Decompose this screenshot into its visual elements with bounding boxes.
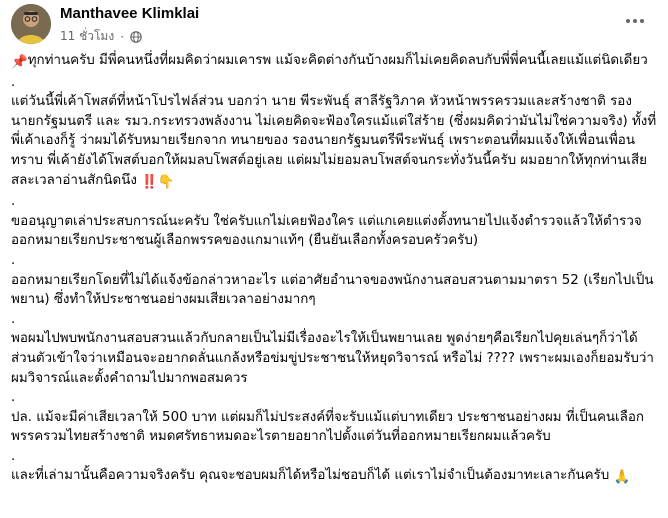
- spacer-dot: .: [11, 448, 16, 464]
- double-exclamation-icon: ‼️: [141, 174, 158, 190]
- pin-icon: 📌: [11, 55, 28, 70]
- post-header: [11, 4, 657, 46]
- paragraph-7: และที่เล่ามานั้นคือความจริงครับ คุณจะชอบผมก็ได้หรือไม่ชอบก็ได้ แต่เราไม่จำเป็นต้องมาทะเลาะกันครับ 🙏: [11, 466, 657, 488]
- avatar-image: [11, 4, 51, 44]
- more-options-icon[interactable]: [621, 10, 649, 32]
- post-meta: [60, 27, 142, 46]
- spacer-dot: .: [11, 311, 16, 327]
- post-body: [11, 51, 657, 488]
- pray-icon: 🙏: [613, 470, 631, 486]
- globe-icon[interactable]: [130, 31, 142, 43]
- spacer-dot: .: [11, 390, 16, 406]
- point-down-icon: 👇: [157, 174, 175, 190]
- spacer-dot: .: [11, 194, 16, 210]
- paragraph-4: ออกหมายเรียกโดยที่ไม่ได้แจ้งข้อกล่าวหาอะไร แต่อาศัยอำนาจของพนักงานสอบสวนตามมาตรา 52 (เรียกไปเป็นพยาน) ซึ่งทำให้ประชาชนอย่างผมเสียเวลาอย่างมากๆ: [11, 272, 654, 308]
- paragraph-2: แต่วันนี้พี่เค้าโพสต์ที่หน้าโปรไฟล์ส่วน บอกว่า นาย พีระพันธุ์ สาลีรัฐวิภาค หัวหน้าพรรครวมและสร้างชาติ รองนายกรัฐมนตรี และ รมว.กระทรวงพลังงาน ไม่เคยคิดจะฟ้องใครแม้แต่ใส่ร้าย (ซึ่งผมคิดว่ามันไม่ใช่ความจริง) ทั้งที่พี่เค้าเองก็รู้ ว่าผมได้รับหมายเรียกจาก ทนายของ รองนายกรัฐมนตรีพีระพันธุ์ เพราะตอนที่ผมแจ้งให้เพื่อนเพื่อนทราบ พี่เค้ายังได้โพสต์บอกให้ผมลบโพสต์อยู่เลย แต่ผมไม่ยอมลบโพสต์จนกระทั่งวันนี้ครับ ผมอยากให้ทุกท่านเสียสละเวลาอ่านสักนิดนึง ‼️👇: [11, 92, 657, 192]
- paragraph-3: ขออนุญาตเล่าประสบการณ์นะครับ ใช่ครับแกไม่เคยฟ้องใคร แต่แกเคยแต่งตั้งทนายไปแจ้งตำรวจแล้วให้ตำรวจออกหมายเรียกประชาชนผู้เลือกพรรคของแกมาแท้ๆ (ยืนยันเลือกทั้งครอบครัวครับ): [11, 213, 642, 249]
- author-name[interactable]: Manthavee Klimklai: [60, 5, 200, 22]
- spacer-dot: .: [11, 252, 16, 268]
- paragraph-6: ปล. แม้จะมีค่าเสียเวลาให้ 500 บาท แต่ผมก็ไม่ประสงค์ที่จะรับแม้แต่บาทเดียว ประชาชนอย่างผม ที่เป็นคนเลือกพรรครวมไทยสร้างชาติ หมดศรัทธาหมดอะไรตายอยากไปตั้งแต่วันที่ออกหมายเรียกผมแล้วครับ: [11, 409, 644, 445]
- avatar[interactable]: [11, 4, 51, 44]
- paragraph-1: 📌ทุกท่านครับ มีพี่คนหนึ่งที่ผมคิดว่าผมเคารพ แม้จะคิดต่างกันบ้างผมก็ไม่เคยคิดลบกับพี่พี่คนนี้เลยแม้แต่นิดเดียว: [11, 51, 657, 73]
- separator-dot: ·: [120, 29, 125, 44]
- spacer-dot: .: [11, 74, 16, 90]
- post-time[interactable]: 11 ชั่วโมง: [60, 29, 115, 43]
- paragraph-5: พอผมไปพบพนักงานสอบสวนแล้วกับกลายเป็นไม่มีเรื่องอะไรให้เป็นพยานเลย พูดง่ายๆคือเรียกไปคุยเล่นๆก็ว่าได้ ส่วนตัวเข้าใจว่าเหมือนจะอยากดลั่นแกล้งหรือข่มขู่ประชาชนให้หยุดวิจารณ์ หรือไม่ ???? เพราะผมเองก็ยอมรับว่าผมวิจารณ์และตั้งคำถามไปมากพอสมควร: [11, 331, 654, 386]
